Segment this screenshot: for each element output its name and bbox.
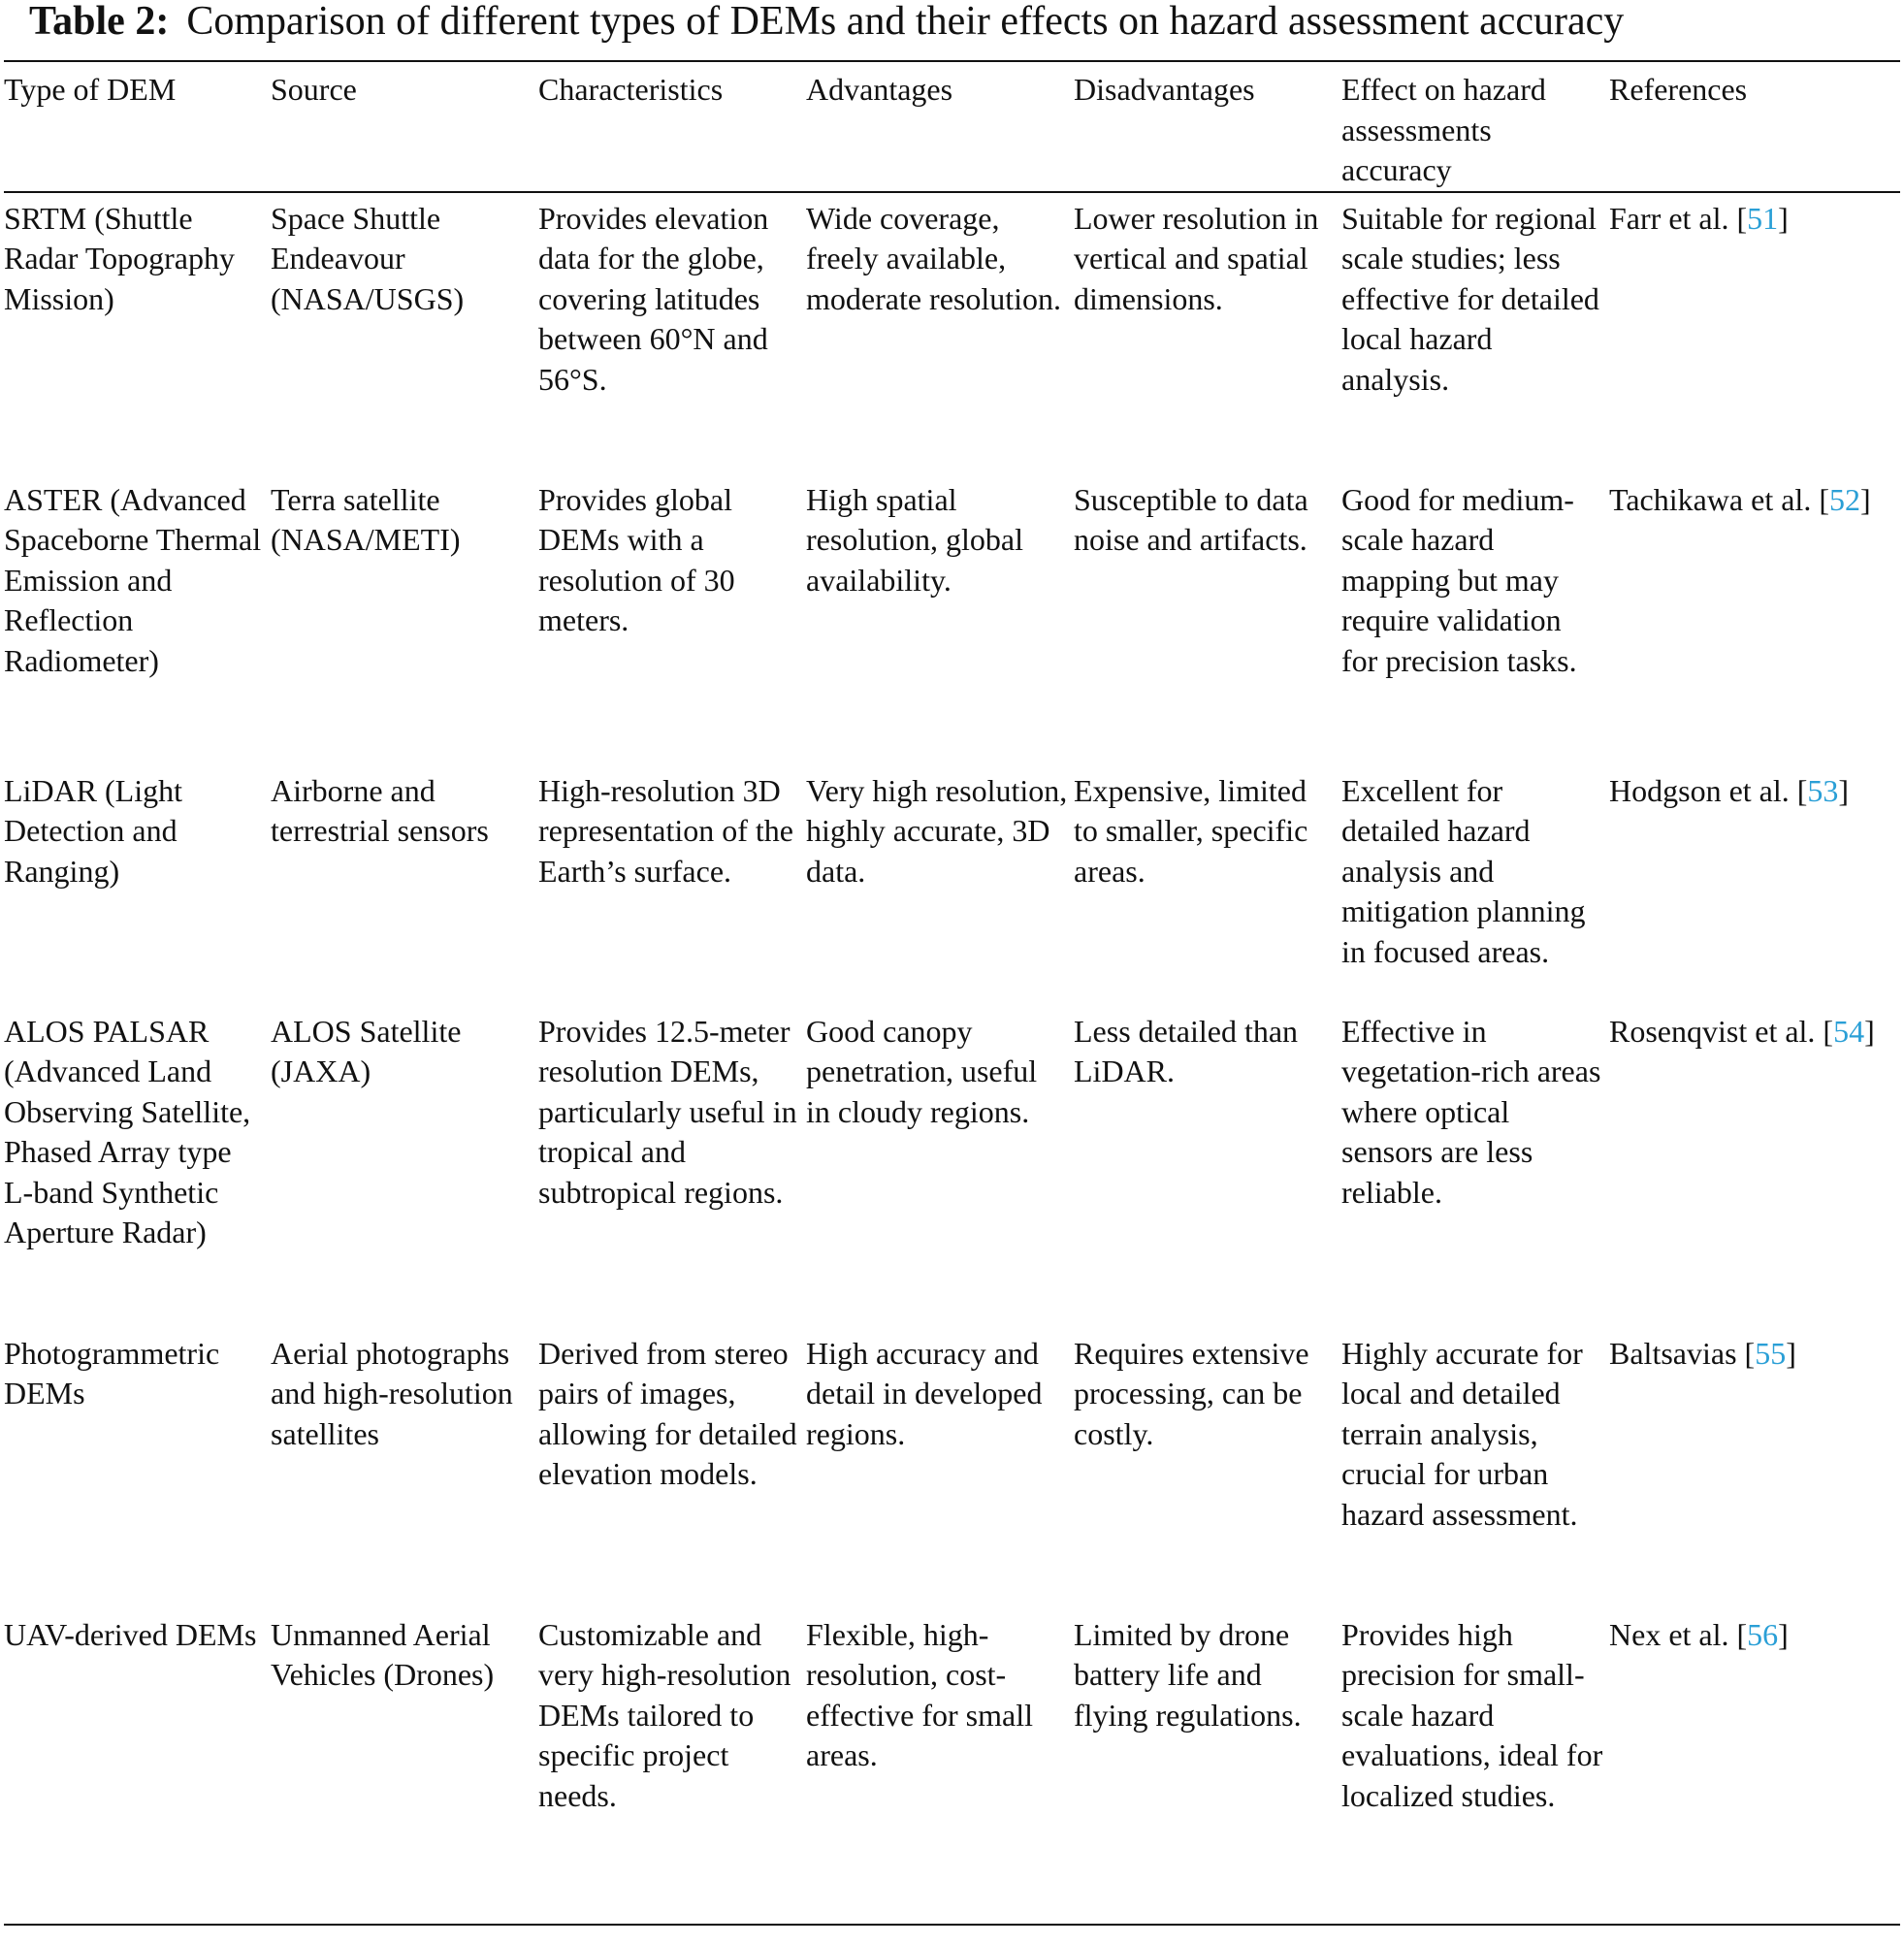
table-caption	[4, 0, 1900, 60]
cell-reference	[1609, 1615, 1900, 1925]
ref-author: Tachikawa et al. [	[1609, 481, 1829, 517]
ref-close: ]	[1864, 1013, 1875, 1049]
cell-source: ALOS Satellite (JAXA)	[271, 1013, 462, 1088]
cell-type: UAV-derived DEMs	[4, 1615, 271, 1925]
cell-disadvantages: Requires extensive processing, can be costly.	[1074, 1335, 1309, 1451]
cell-effect: Suitable for regional scale studies; less effective for detailed local hazard analysis.	[1341, 200, 1599, 397]
ref-author: Nex et al. [	[1609, 1616, 1748, 1652]
table-row	[4, 192, 1900, 480]
ref-link[interactable]: 56	[1747, 1616, 1779, 1652]
cell-effect: Effective in vegetation-rich areas where optical sensors are less reliable.	[1341, 1013, 1601, 1210]
cell-effect: Excellent for detailed hazard analysis and mitigation planning in focused areas.	[1341, 772, 1586, 969]
ref-close: ]	[1778, 200, 1789, 236]
ref-link[interactable]: 53	[1807, 772, 1839, 808]
cell-advantages: Wide coverage, freely available, moderate resolution.	[806, 200, 1062, 316]
cell-source: Space Shuttle Endeavour (NASA/USGS)	[271, 200, 465, 316]
header-references: References	[1609, 61, 1900, 192]
cell-effect: Provides high precision for small-scale hazard evaluations, ideal for localized studies.	[1341, 1615, 1609, 1925]
cell-advantages: Flexible, high-resolution, cost-effective for small areas.	[806, 1615, 1074, 1925]
cell-source: Terra satellite (NASA/METI)	[271, 481, 461, 557]
cell-characteristics: Provides elevation data for the globe, covering latitudes between 60°N and 56°S.	[538, 200, 769, 397]
cell-type: ASTER (Advanced Spaceborne Thermal Emission and Reflection Radiometer)	[4, 481, 262, 678]
cell-disadvantages: Susceptible to data noise and artifacts.	[1074, 481, 1308, 557]
cell-reference	[1609, 1012, 1900, 1334]
cell-characteristics: Derived from stereo pairs of images, allowing for detailed elevation models.	[538, 1335, 797, 1491]
cell-effect: Highly accurate for local and detailed terrain analysis, crucial for urban hazard assessment.	[1341, 1335, 1583, 1532]
table-row	[4, 1615, 1900, 1925]
cell-reference	[1609, 192, 1900, 480]
cell-characteristics: Provides global DEMs with a resolution of 30 meters.	[538, 481, 735, 637]
cell-advantages: High spatial resolution, global availability.	[806, 481, 1023, 598]
header-characteristics: Characteristics	[538, 61, 806, 192]
cell-reference	[1609, 480, 1900, 771]
header-type: Type of DEM	[4, 61, 271, 192]
cell-type: ALOS PALSAR (Advanced Land Observing Satellite, Phased Array type L-band Synthetic Aperture Radar)	[4, 1013, 251, 1249]
table-row	[4, 771, 1900, 1012]
cell-characteristics: High-resolution 3D representation of the Earth’s surface.	[538, 772, 793, 889]
cell-effect: Good for medium-scale hazard mapping but may require validation for precision tasks.	[1341, 481, 1577, 678]
table-body	[4, 192, 1900, 1925]
header-disadvantages: Disadvantages	[1074, 61, 1341, 192]
cell-advantages: Good canopy penetration, useful in cloudy regions.	[806, 1013, 1038, 1129]
cell-source: Aerial photographs and high-resolution satellites	[271, 1335, 513, 1451]
cell-advantages: Very high resolution, highly accurate, 3D data.	[806, 772, 1068, 889]
header-effect: Effect on hazard assessments accuracy	[1341, 61, 1609, 192]
cell-disadvantages: Less detailed than LiDAR.	[1074, 1013, 1299, 1088]
cell-disadvantages: Expensive, limited to smaller, specific areas.	[1074, 772, 1308, 889]
header-row	[4, 61, 1900, 192]
dem-comparison-table	[4, 60, 1900, 1926]
cell-type: Photogrammetric DEMs	[4, 1335, 220, 1410]
cell-type: LiDAR (Light Detection and Ranging)	[4, 772, 182, 889]
ref-link[interactable]: 51	[1747, 200, 1779, 236]
ref-author: Baltsavias [	[1609, 1335, 1756, 1371]
cell-reference	[1609, 771, 1900, 1012]
ref-author: Farr et al. [	[1609, 200, 1748, 236]
ref-author: Rosenqvist et al. [	[1609, 1013, 1834, 1049]
caption-text: Comparison of different types of DEMs and their effects on hazard assessment accuracy	[186, 0, 1625, 44]
cell-disadvantages: Lower resolution in vertical and spatial dimensions.	[1074, 200, 1319, 316]
caption-label: Table 2:	[29, 0, 170, 44]
ref-close: ]	[1838, 772, 1850, 808]
ref-close: ]	[1859, 481, 1871, 517]
ref-link[interactable]: 54	[1833, 1013, 1865, 1049]
table-header	[4, 61, 1900, 192]
cell-reference	[1609, 1334, 1900, 1615]
table-row	[4, 1334, 1900, 1615]
header-advantages: Advantages	[806, 61, 1074, 192]
header-source: Source	[271, 61, 538, 192]
cell-disadvantages: Limited by drone battery life and flying regulations.	[1074, 1615, 1341, 1925]
ref-close: ]	[1778, 1616, 1789, 1652]
cell-source: Airborne and terrestrial sensors	[271, 772, 489, 848]
cell-characteristics: Provides 12.5-meter resolution DEMs, particularly useful in tropical and subtropical regions.	[538, 1013, 797, 1210]
table-row	[4, 480, 1900, 771]
ref-link[interactable]: 52	[1828, 481, 1860, 517]
cell-characteristics: Customizable and very high-resolution DEMs tailored to specific project needs.	[538, 1615, 806, 1925]
ref-close: ]	[1786, 1335, 1796, 1371]
ref-link[interactable]: 55	[1755, 1335, 1787, 1371]
table-row	[4, 1012, 1900, 1334]
ref-author: Hodgson et al. [	[1609, 772, 1808, 808]
cell-advantages: High accuracy and detail in developed regions.	[806, 1335, 1043, 1451]
cell-type: SRTM (Shuttle Radar Topography Mission)	[4, 200, 235, 316]
cell-source: Unmanned Aerial Vehicles (Drones)	[271, 1615, 538, 1925]
